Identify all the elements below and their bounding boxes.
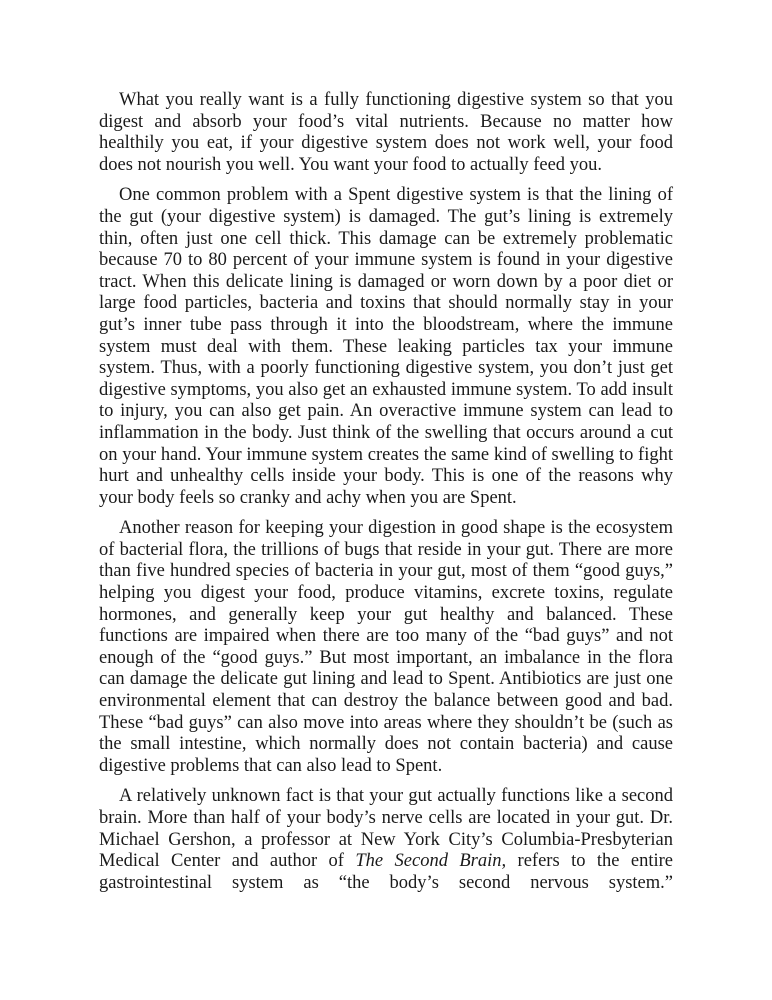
paragraph-1: What you really want is a fully functioning digestive system so that you digest and absorb your food’s vital nutrients. Because no matter how healthily you eat, if your digestive system does not work well, your food does not nourish you well. You want your food to actually feed you.: [99, 90, 673, 175]
paragraph-3: Another reason for keeping your digestion in good shape is the ecosystem of bacterial flora, the trillions of bugs that reside in your gut. There are more than five hundred species of bacteria in your gut, most of them “good guys,” helping you digest your food, produce vitamins, excrete toxins, regulate hormones, and generally keep your gut healthy and balanced. These functions are impaired when there are too many of the “bad guys” and not enough of the “good guys.” But most important, an imbalance in the flora can damage the delicate gut lining and lead to Spent. Antibiotics are just one environmental element that can destroy the balance between good and bad. These “bad guys” can also move into areas where they shouldn’t be (such as the small intestine, which normally does not contain bacteria) and cause digestive problems that can also lead to Spent.: [99, 518, 673, 776]
book-title: The Second Brain,: [355, 851, 507, 872]
paragraph-2: One common problem with a Spent digestive system is that the lining of the gut (your digestive system) is damaged. The gut’s lining is extremely thin, often just one cell thick. This damage can be extremely problematic because 70 to 80 percent of your immune system is found in your digestive tract. When this delicate lining is damaged or worn down by a poor diet or large food particles, bacteria and toxins that should normally stay in your gut’s inner tube pass through it into the bloodstream, where the immune system must deal with them. These leaking particles tax your immune system. Thus, with a poorly functioning digestive system, you don’t just get digestive symptoms, you also get an exhausted immune system. To add insult to injury, you can also get pain. An overactive immune system can lead to inflammation in the body. Just think of the swelling that occurs around a cut on your hand. Your immune system creates the same kind of swelling to fight hurt and unhealthy cells inside your body. This is one of the reasons why your body feels so cranky and achy when you are Spent.: [99, 185, 673, 508]
paragraph-4-text-start: A relatively unknown fact is that your gut actually functions like a second brain. More than half of your body’s nerve cells are located in your gut. Dr. Michael Gershon, a professor at New York City’s Columbia-Presbyterian Medical Center and author of: [99, 786, 673, 872]
paragraph-4: [99, 786, 673, 894]
document-page: [99, 90, 673, 903]
paragraph-4-text-end: refers to the entire gastrointestinal system as “the body’s second nervous system.”: [99, 851, 673, 893]
